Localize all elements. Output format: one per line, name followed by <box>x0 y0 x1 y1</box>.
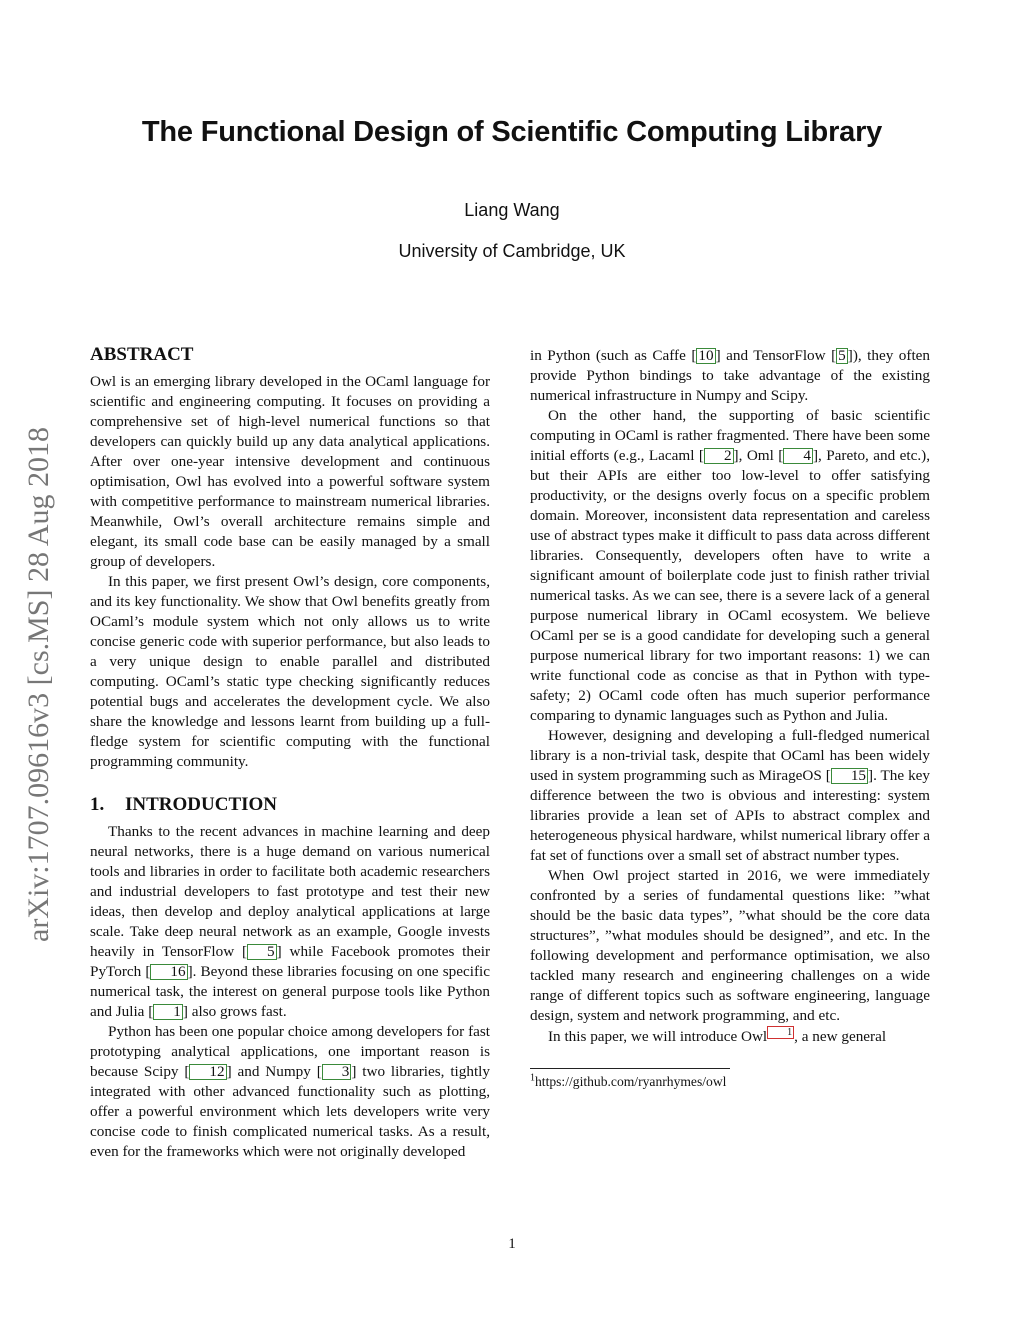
intro-paragraph: Python has been one popular choice among developers for fast prototyping analytical applications, one important reason is because Scipy [ 12 ] and Numpy [ 3 ] two libraries, tightly integrated with other advanced functionality such as plotting, offer a powerful environment which lets developers write very concise code to finish complicated numerical tasks. As a result, even for the frameworks which were not originally developed <box>90 1023 490 1160</box>
citation-link[interactable]: 4 <box>783 448 813 464</box>
footnote <box>530 1073 930 1091</box>
page-number: 1 <box>508 1236 516 1252</box>
intro-paragraph: On the other hand, the supporting of basic scientific computing in OCaml is rather fragmented. There have been some initial efforts (e.g., Lacaml [ 2 ], Oml [ 4 ], Pareto, and etc.), but their APIs are either too low-level to offer satisfying productivity, or the designs overly focus on a specific problem domain. Moreover, inconsistent data representation and careless use of abstract types make it difficult to pass data across different libraries. Consequently, developers often have to write a significant amount of boilerplate code just to finish rather trivial numerical tasks. As we can see, there is a severe lack of a general purpose numerical library in OCaml ecosystem. We believe OCaml per se is a good candidate for developing such a general purpose numerical library for two important reasons: 1) we can write functional code as concise as that in Python with type-safety; 2) OCaml code often has much superior performance comparing to dynamic languages such as Python and Julia. <box>530 407 930 724</box>
author-name: Liang Wang <box>464 200 560 220</box>
citation-link[interactable]: 5 <box>247 944 277 960</box>
arxiv-identifier: arXiv:1707.09616v3 [cs.MS] 28 Aug 2018 <box>22 427 55 942</box>
author-affiliation: University of Cambridge, UK <box>398 241 626 261</box>
intro-paragraph: Thanks to the recent advances in machine learning and deep neural networks, there is a huge demand on various numerical tools and libraries in order to facilitate both academic researchers and industrial developers to fast prototype and test their new ideas, then develop and deploy analytical applications at large scale. Take deep neural network as an example, Google invests heavily in TensorFlow [ 5 ] while Facebook promotes their PyTorch [ 16 ]. Beyond these libraries focusing on one specific numerical task, the interest on general purpose tools like Python and Julia [ 1 ] also grows fast. <box>90 823 490 1020</box>
intro-paragraph: In this paper, we will introduce Owl 1 , a new general <box>548 1027 887 1046</box>
citation-link[interactable]: 5 <box>838 347 846 364</box>
footnote-url[interactable]: https://github.com/ryanrhymes/owl <box>535 1074 727 1090</box>
citation-link[interactable]: 10 <box>698 347 714 364</box>
abstract-paragraph: Owl is an emerging library developed in the OCaml language for scientific and engineering computing. It focuses on providing a comprehensive set of high-level numerical functions so that developers can quickly build up any data analytical applications. After over one-year intensive development and continuous optimisation, Owl has evolved into a powerful software system with competitive performance to mainstream numerical libraries. Meanwhile, Owl’s overall architecture remains simple and elegant, its small code base can be easily managed by a small group of developers. <box>90 373 490 570</box>
section-number: 1. <box>90 794 105 815</box>
citation-link[interactable]: 2 <box>704 448 734 464</box>
footnote-link[interactable]: 1 <box>767 1026 794 1039</box>
citation-link[interactable]: 3 <box>322 1064 352 1080</box>
citation-link[interactable]: 1 <box>153 1004 183 1020</box>
section-title: INTRODUCTION <box>125 794 278 815</box>
intro-paragraph: in Python (such as Caffe [ 10 ] and TensorFlow [ 5 ]), they often provide Python bindings to take advantage of the existing numerical infrastructure in Numpy and Scipy. <box>530 347 930 404</box>
left-column <box>90 343 490 1162</box>
footnote-mark: 1 <box>530 1072 535 1084</box>
right-column <box>530 346 930 1091</box>
citation-link[interactable]: 12 <box>189 1064 226 1080</box>
intro-paragraph: However, designing and developing a full-fledged numerical library is a non-trivial task, despite that OCaml has been widely used in system programming such as MirageOS [ 15 ]. The key difference between the two is obvious and interesting: system libraries provide a lean set of APIs to abstract complex and heterogeneous physical hardware, whilst numerical library offer a fat set of functions over a small set of abstract number types. <box>530 727 930 864</box>
citation-link[interactable]: 15 <box>831 768 868 784</box>
footnote-divider <box>530 1068 730 1069</box>
paper-title: The Functional Design of Scientific Computing Library <box>141 116 883 148</box>
introduction-heading <box>90 793 490 817</box>
citation-link[interactable]: 16 <box>150 964 187 980</box>
abstract-heading: ABSTRACT <box>90 344 194 365</box>
intro-paragraph: When Owl project started in 2016, we were immediately confronted by a series of fundamental questions like: ”what should be the basic data types”, ”what should be the core data structures”, ”what modules should be designed”, and etc. In the following development and performance optimisation, we also tackled many research and engineering challenges on a wide range of different topics such as software engineering, language design, system and network programming, and etc. <box>530 867 930 1024</box>
abstract-paragraph: In this paper, we first present Owl’s design, core components, and its key functionality. We show that Owl benefits greatly from OCaml’s module system which not only allows us to write concise generic code with superior performance, but also leads to a very unique design to enable parallel and distributed computing. OCaml’s static type checking significantly reduces potential bugs and accelerates the development cycle. We also share the knowledge and lessons learnt from building up a full-fledge system for scientific computing with the functional programming community. <box>90 573 490 770</box>
